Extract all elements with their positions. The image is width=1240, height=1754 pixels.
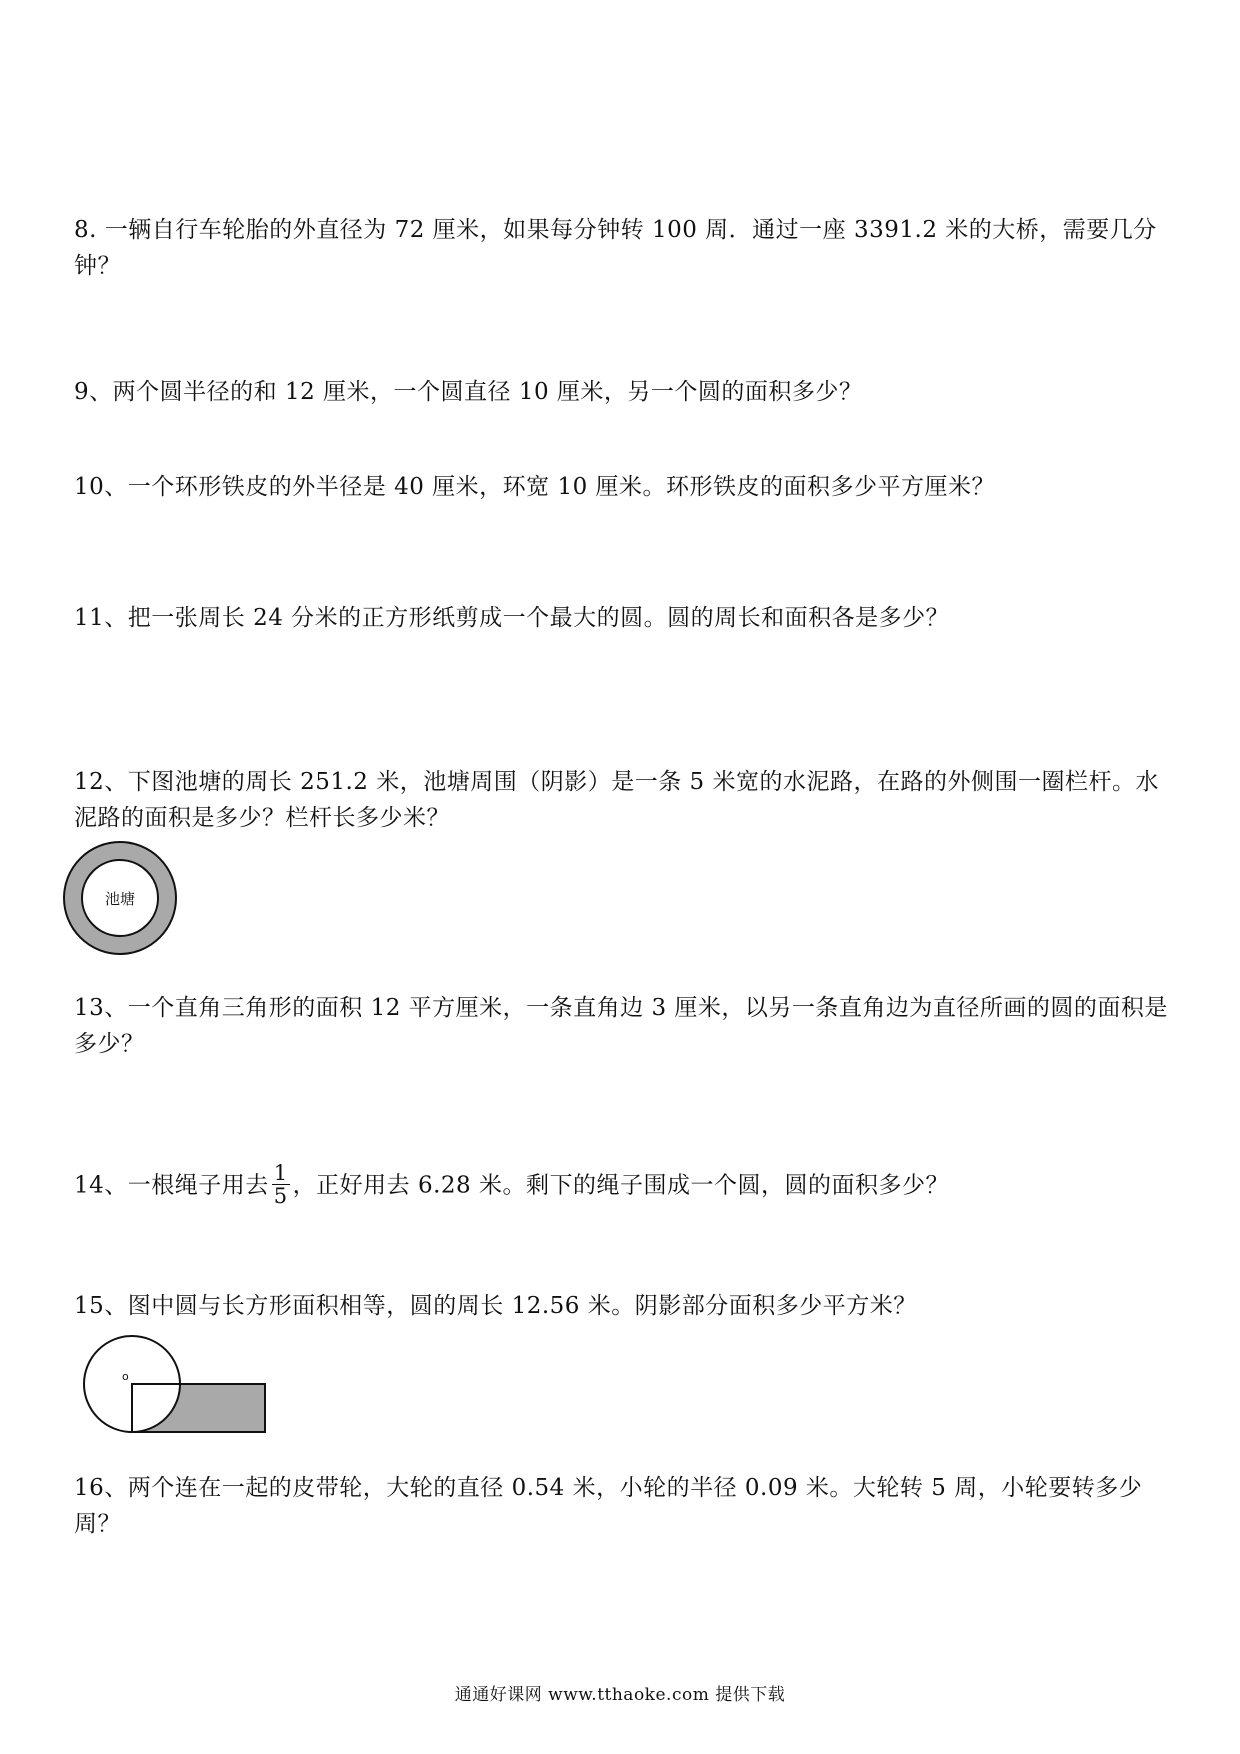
page-footer: 通通好课网 www.tthaoke.com 提供下载	[454, 1685, 786, 1705]
question-8: 8. 一辆自行车轮胎的外直径为 72 厘米，如果每分钟转 100 周．通过一座 3391.2 米的大桥，需要几分钟？	[74, 217, 1157, 279]
question-14-after: ，正好用去 6.28 米。剩下的绳子围成一个圆，圆的面积多少？	[292, 1172, 949, 1199]
pond-ring-figure	[60, 838, 180, 958]
circle-rectangle-figure	[80, 1330, 270, 1438]
question-15: 15、图中圆与长方形面积相等，圆的周长 12.56 米。阴影部分面积多少平方米？	[74, 1293, 917, 1319]
fraction-numerator: 1	[273, 1161, 288, 1185]
center-label: o	[122, 1370, 129, 1383]
question-14	[74, 1161, 1174, 1209]
pond-label: 池塘	[104, 890, 136, 908]
question-11: 11、把一张周长 24 分米的正方形纸剪成一个最大的圆。圆的周长和面积各是多少？	[74, 605, 950, 631]
question-12: 12、下图池塘的周长 251.2 米，池塘周围（阴影）是一条 5 米宽的水泥路，在路的外侧围一圈栏杆。水泥路的面积是多少？栏杆长多少米？	[74, 769, 1159, 831]
fraction-denominator: 5	[273, 1184, 288, 1208]
question-13: 13、一个直角三角形的面积 12 平方厘米，一条直角边 3 厘米，以另一条直角边为直径所画的圆的面积是多少？	[74, 995, 1168, 1057]
question-9: 9、两个圆半径的和 12 厘米，一个圆直径 10 厘米，另一个圆的面积多少？	[74, 379, 863, 405]
question-10: 10、一个环形铁皮的外半径是 40 厘米，环宽 10 厘米。环形铁皮的面积多少平方厘米？	[74, 474, 996, 500]
question-16: 16、两个连在一起的皮带轮，大轮的直径 0.54 米，小轮的半径 0.09 米。大轮转 5 周，小轮要转多少周？	[74, 1475, 1143, 1537]
fraction-one-fifth	[272, 1162, 290, 1207]
question-14-before: 14、一根绳子用去	[74, 1172, 269, 1199]
